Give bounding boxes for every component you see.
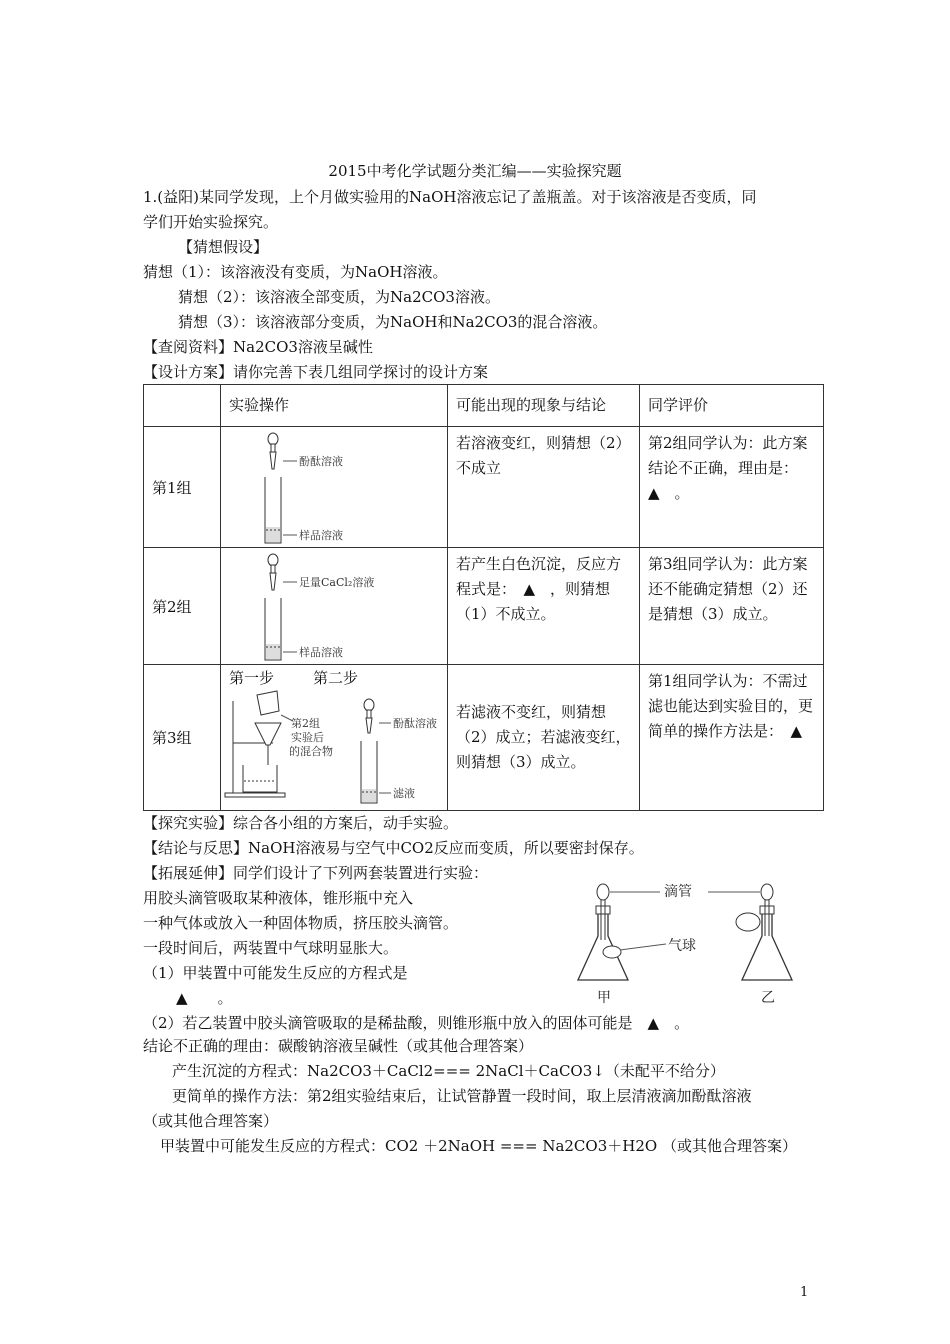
- balloon-icon: [603, 946, 621, 958]
- dropper-label: 滴管: [664, 884, 692, 900]
- answer-1: 结论不正确的理由：碳酸钠溶液呈碱性（或其他合理答案）: [143, 1037, 534, 1055]
- filtration-apparatus-icon: [225, 691, 285, 797]
- design-line: 【设计方案】请你完善下表几组同学探讨的设计方案: [143, 363, 489, 381]
- figure-label: 第2组: [291, 717, 320, 730]
- table-row: [144, 548, 824, 665]
- doc-title: 2015中考化学试题分类汇编——实验探究题: [328, 162, 622, 180]
- step-1-label: 第一步: [229, 669, 275, 687]
- flask-yi-icon: [736, 884, 792, 980]
- test-tube-icon: [361, 741, 377, 803]
- figure-label: 滤液: [393, 787, 415, 800]
- answer-4: 甲装置中可能发生反应的方程式：CO2 ＋2NaOH === Na2CO3＋H2O （或其他合理答案）: [160, 1137, 797, 1155]
- dropper-icon: [268, 433, 278, 469]
- phenolphthalein-test-figure: [221, 427, 447, 547]
- answer-3-continued: （或其他合理答案）: [143, 1112, 279, 1130]
- question-1: （1）甲装置中可能发生反应的方程式是: [143, 964, 408, 982]
- reference-line: 【查阅资料】Na2CO3溶液呈碱性: [143, 338, 373, 356]
- cacl2-test-figure: [221, 548, 447, 664]
- extend-desc-2: 一种气体或放入一种固体物质，挤压胶头滴管。: [143, 914, 459, 932]
- figure-label: 样品溶液: [299, 646, 343, 659]
- filtration-test-figure: [221, 665, 447, 810]
- phenomenon-text: 若产生白色沉淀，反应方程式是： ▲ ，则猜想（1）不成立。: [456, 555, 622, 623]
- test-tube-icon: [265, 477, 281, 543]
- extend-desc-1: 用胶头滴管吸取某种液体，锥形瓶中充入: [143, 889, 414, 907]
- balloon-icon: [736, 913, 760, 931]
- hypothesis-3: 猜想（3）：该溶液部分变质，为NaOH和Na2CO3的混合溶液。: [178, 313, 608, 331]
- flask-jia-icon: [578, 884, 628, 980]
- hypothesis-1: 猜想（1）：该溶液没有变质，为NaOH溶液。: [143, 263, 448, 281]
- explore-line: 【探究实验】综合各小组的方案后，动手实验。: [143, 814, 459, 832]
- phenomenon-text: 若溶液变红，则猜想（2）不成立: [456, 434, 631, 477]
- phenomenon-text: 若滤液不变红，则猜想（2）成立；若滤液变红，则猜想（3）成立。: [456, 703, 631, 771]
- page-number: 1: [800, 1285, 809, 1300]
- table-row: [144, 665, 824, 811]
- hypothesis-heading: 【猜想假设】: [178, 238, 269, 256]
- table-header-cell: 同学评价: [648, 396, 709, 414]
- table-header-cell: 可能出现的现象与结论: [456, 396, 607, 414]
- evaluation-text: 第2组同学认为：此方案结论不正确，理由是： ▲ 。: [648, 434, 808, 502]
- group-label: 第2组: [152, 597, 192, 616]
- flask-yi-label: 乙: [761, 990, 775, 1006]
- extend-desc-3: 一段时间后，两装置中气球明显胀大。: [143, 939, 399, 957]
- test-tube-icon: [265, 598, 281, 660]
- evaluation-text: 第1组同学认为：不需过滤也能达到实验目的，更简单的操作方法是： ▲: [648, 672, 814, 740]
- figure-label: 足量CaCl₂溶液: [299, 576, 375, 589]
- answer-2: 产生沉淀的方程式：Na2CO3＋CaCl2=== 2NaCl＋CaCO3↓（未配平不给分）: [172, 1062, 725, 1080]
- figure-label: 酚酞溶液: [299, 455, 343, 468]
- table-header-cell: [144, 385, 221, 427]
- extend-line: 【拓展延伸】同学们设计了下列两套装置进行实验：: [143, 864, 489, 882]
- group-label: 第3组: [152, 729, 192, 747]
- flask-apparatus-figure: [570, 880, 810, 1008]
- figure-label: 的混合物: [289, 745, 333, 758]
- figure-label: 酚酞溶液: [393, 717, 437, 730]
- figure-label: 样品溶液: [299, 529, 343, 542]
- table-row: [144, 427, 824, 548]
- question-1-blank: ▲ 。: [176, 989, 233, 1007]
- group-label: 第1组: [152, 478, 192, 497]
- evaluation-text: 第3组同学认为：此方案还不能确定猜想（2）还是猜想（3）成立。: [648, 555, 808, 623]
- figure-label: 实验后: [291, 731, 324, 744]
- table-header-cell: 实验操作: [229, 396, 290, 414]
- conclusion-line: 【结论与反思】NaOH溶液易与空气中CO2反应而变质，所以要密封保存。: [143, 839, 644, 857]
- hypothesis-2: 猜想（2）：该溶液全部变质，为Na2CO3溶液。: [178, 288, 500, 306]
- question-line-2: 学们开始实验探究。: [143, 213, 279, 231]
- question-2: （2）若乙装置中胶头滴管吸取的是稀盐酸，则锥形瓶中放入的固体可能是 ▲ 。: [143, 1014, 690, 1032]
- dropper-icon: [364, 699, 374, 733]
- flask-jia-label: 甲: [597, 990, 611, 1006]
- step-2-label: 第二步: [313, 669, 359, 687]
- balloon-label: 气球: [668, 938, 696, 954]
- dropper-icon: [268, 554, 278, 590]
- design-table: [143, 384, 824, 811]
- question-line-1: 1.(益阳)某同学发现，上个月做实验用的NaOH溶液忘记了盖瓶盖。对于该溶液是否变质，同: [143, 188, 757, 206]
- answer-3: 更简单的操作方法：第2组实验结束后，让试管静置一段时间，取上层清液滴加酚酞溶液: [172, 1087, 752, 1105]
